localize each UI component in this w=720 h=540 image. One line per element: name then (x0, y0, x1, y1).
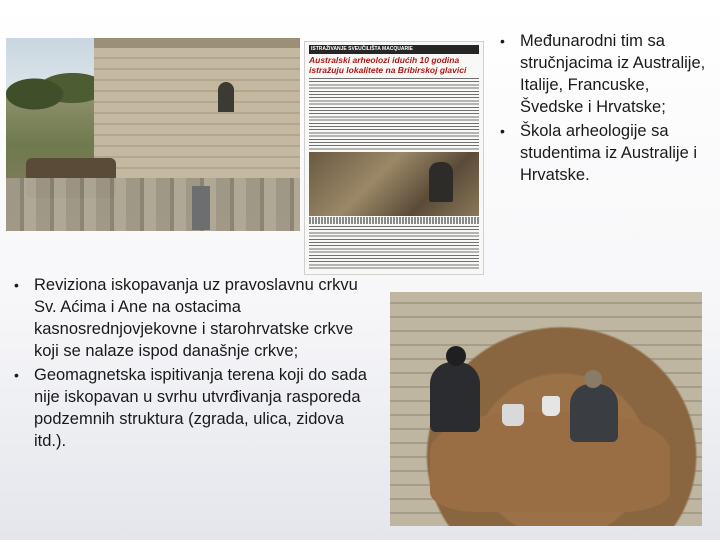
newspaper-caption (309, 217, 479, 224)
newspaper-clipping (305, 42, 483, 274)
bullet-item: • Škola arheologije sa studentima iz Australije i Hrvatske. (500, 120, 714, 186)
newspaper-body-text-lower (309, 226, 479, 270)
bucket (542, 396, 560, 416)
church-window (218, 82, 234, 112)
church-roof (94, 38, 300, 48)
newspaper-photo (309, 152, 479, 216)
newspaper-body-text (309, 78, 479, 150)
archaeologist-right (570, 384, 618, 442)
right-bullet-list (500, 30, 714, 188)
trees (6, 58, 101, 118)
left-bullet-list (14, 274, 380, 454)
church-wall (94, 38, 300, 178)
archaeologist-left (430, 362, 480, 432)
bullet-item: • Međunarodni tim sa stručnjacima iz Australije, Italije, Francuske, Švedske i Hrvatske; (500, 30, 714, 118)
newspaper-section-label: ISTRAŽIVANJE SVEUČILIŠTA MACQUARIE (309, 45, 479, 54)
bullet-item: • Geomagnetska ispitivanja terena koji do sada nije iskopavan u svrhu utvrđivanja rasporeda podzemnih struktura (zgrada, ulica, zidova itd.). (14, 364, 380, 452)
bullet-item: • Reviziona iskopavanja uz pravoslavnu crkvu Sv. Aćima i Ane na ostacima kasnosrednjovjekovne i starohrvatske crkve koji se nalaze ispod današnje crkve; (14, 274, 380, 362)
stone-rubble (6, 178, 300, 231)
grave-stone (192, 186, 210, 230)
newspaper-headline: Australski arheolozi idućih 10 godina istražuju lokalitete na Bribirskoj glavici (309, 55, 467, 75)
church-photo (6, 38, 300, 231)
newspaper-photo-person (429, 162, 453, 202)
bucket (502, 404, 524, 426)
excavation-photo (390, 292, 702, 526)
